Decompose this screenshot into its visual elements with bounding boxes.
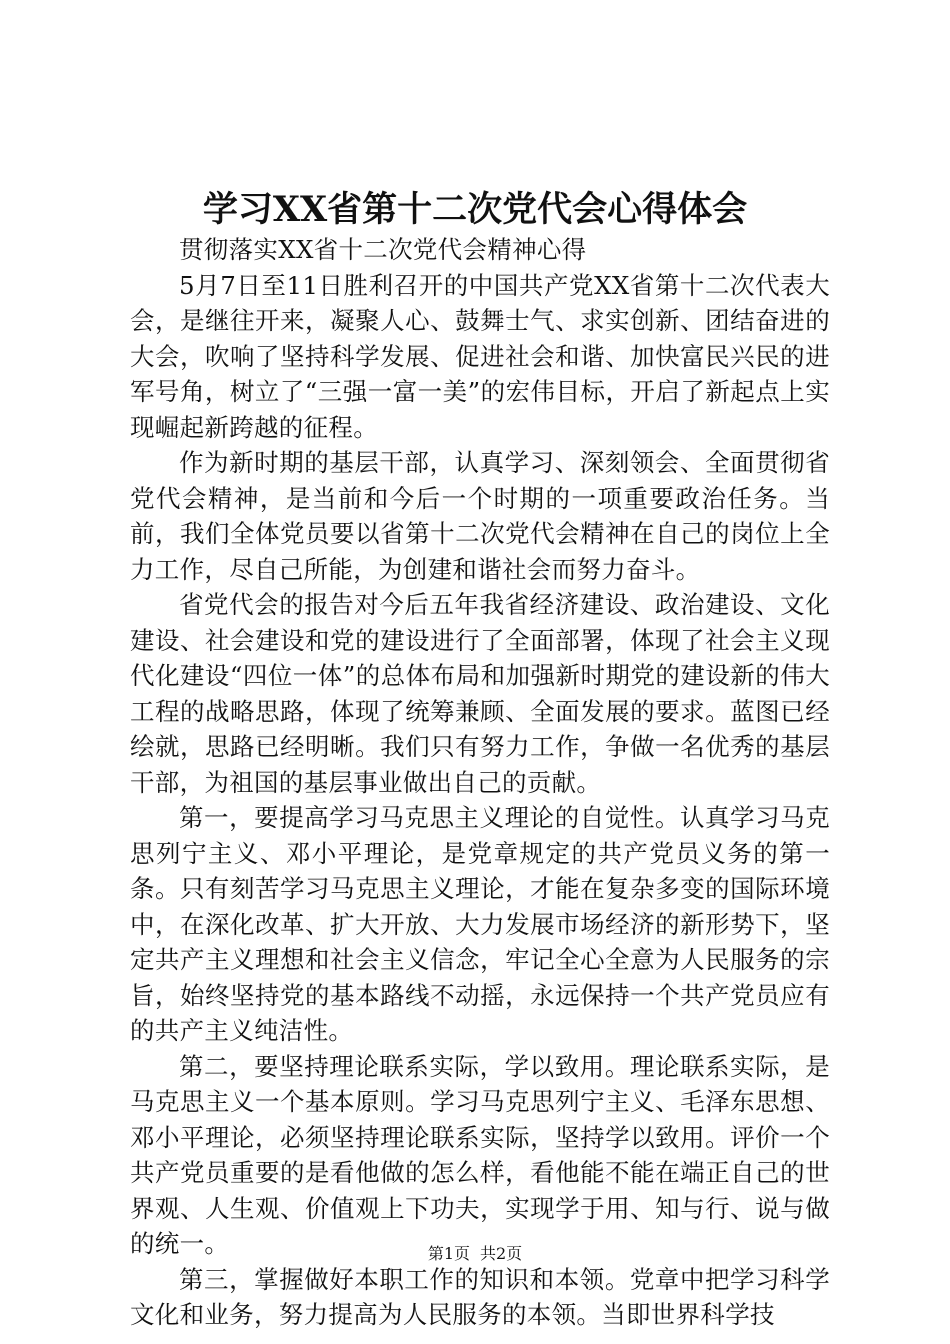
page-footer xyxy=(0,1243,950,1265)
body-paragraph: 第一，要提高学习马克思主义理论的自觉性。认真学习马克思列宁主义、邓小平理论，是党章规定的共产党员义务的第一条。只有刻苦学习马克思主义理论，才能在复杂多变的国际环境中，在深化改革、扩大开放、大力发展市场经济的新形势下，坚定共产主义理想和社会主义信念，牢记全心全意为人民服务的宗旨，始终坚持党的基本路线不动摇，永远保持一个共产党员应有的共产主义纯洁性。 xyxy=(130,803,830,1045)
body-paragraph: 第三，掌握做好本职工作的知识和本领。党章中把学习科学文化和业务，努力提高为人民服务的本领。当即世界科学技 xyxy=(130,1264,830,1329)
body-paragraph: 省党代会的报告对今后五年我省经济建设、政治建设、文化建设、社会建设和党的建设进行了全面部署，体现了社会主义现代化建设“四位一体”的总体布局和加强新时期党的建设新的伟大工程的战略思路，体现了统筹兼顾、全面发展的要求。蓝图已经绘就，思路已经明晰。我们只有努力工作，争做一名优秀的基层干部，为祖国的基层事业做出自己的贡献。 xyxy=(130,590,830,797)
body-paragraph: 5月7日至11日胜利召开的中国共产党XX省第十二次代表大会，是继往开来，凝聚人心、鼓舞士气、求实创新、团结奋进的大会，吹响了坚持科学发展、促进社会和谐、加快富民兴民的进军号角，树立了“三强一富一美”的宏伟目标，开启了新起点上实现崛起新跨越的征程。 xyxy=(130,270,830,442)
body-paragraph: 作为新时期的基层干部，认真学习、深刻领会、全面贯彻省党代会精神，是当前和今后一个时期的一项重要政治任务。当前，我们全体党员要以省第十二次党代会精神在自己的岗位上全力工作，尽自己所能，为创建和谐社会而努力奋斗。 xyxy=(130,448,830,584)
page-title: 学习XX省第十二次党代会心得体会 xyxy=(202,189,748,230)
page-total: 共2页 xyxy=(480,1244,523,1263)
body-paragraph: 第二，要坚持理论联系实际，学以致用。理论联系实际，是马克思主义一个基本原则。学习马克思列宁主义、毛泽东思想、邓小平理论，必须坚持理论联系实际，坚持学以致用。评价一个共产党员重要的是看他做的怎么样，看他能不能在端正自己的世界观、人生观、价值观上下功夫，实现学于用、知与行、说与做的统一。 xyxy=(130,1051,830,1258)
page-number: 第1页 xyxy=(427,1244,470,1263)
subtitle-paragraph: 贯彻落实XX省十二次党代会精神心得 xyxy=(179,235,587,264)
document-body xyxy=(130,232,830,1333)
